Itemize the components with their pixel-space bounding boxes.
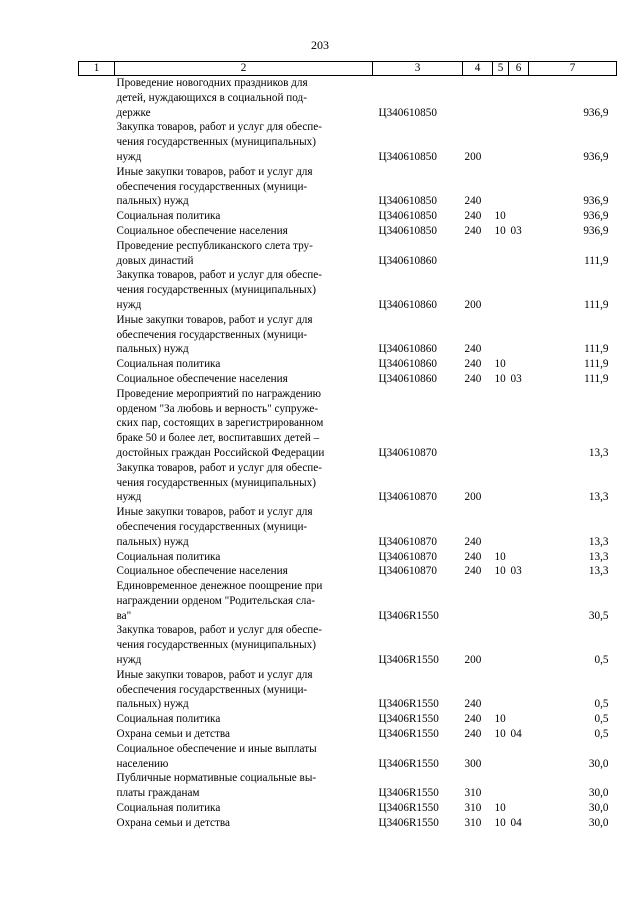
amount-cell: 13,3	[588, 550, 609, 563]
page-number: 203	[311, 38, 329, 52]
table-row	[79, 801, 617, 816]
subsection-cell	[509, 120, 529, 164]
table-body	[79, 76, 617, 831]
target-code-cell: Ц340610870	[378, 565, 437, 578]
item-name-line: Охрана семьи и детства	[116, 816, 230, 829]
subsection-cell	[509, 165, 529, 209]
target-code-cell: Ц3406R1550	[378, 757, 439, 770]
expense-type-cell: 240	[464, 195, 482, 208]
row-number-cell	[79, 372, 115, 387]
expense-type-cell	[463, 76, 493, 121]
target-code-cell: Ц3406R1550	[378, 816, 439, 829]
amount-cell: 111,9	[584, 372, 609, 385]
section-cell	[493, 239, 509, 269]
amount-cell: 30,0	[588, 757, 609, 770]
subsection-cell	[509, 357, 529, 372]
item-name-line: Закупка товаров, работ и услуг для обеспе-	[116, 461, 322, 474]
table-row	[79, 712, 617, 727]
item-name-cell	[115, 76, 373, 121]
target-code-cell: Ц3406R1550	[378, 698, 439, 711]
amount-cell: 30,0	[588, 816, 609, 829]
row-number-cell	[79, 224, 115, 239]
header-col-3: 3	[373, 62, 463, 76]
expense-type-cell: 240	[464, 550, 482, 563]
subsection-cell	[509, 461, 529, 505]
item-name-line: Социальная политика	[116, 713, 221, 726]
item-name-line: Закупка товаров, работ и услуг для обеспе-	[116, 121, 322, 134]
expense-type-cell: 200	[464, 150, 482, 163]
expense-type-cell: 310	[464, 787, 482, 800]
item-name-line: пальных) нужд	[116, 195, 189, 208]
table-row	[79, 564, 617, 579]
subsection-cell: 03	[510, 565, 522, 578]
expense-type-cell: 240	[464, 713, 482, 726]
row-number-cell	[79, 550, 115, 565]
amount-cell: 936,9	[583, 195, 609, 208]
item-name-cell	[115, 505, 373, 549]
item-name-cell	[115, 668, 373, 712]
section-cell: 10	[494, 210, 506, 223]
item-name-line: Единовременное денежное поощрение при	[116, 580, 323, 593]
amount-cell: 13,3	[588, 535, 609, 548]
item-name-line: Социальная политика	[116, 358, 221, 371]
row-number-cell	[79, 742, 115, 772]
section-cell: 10	[494, 802, 506, 815]
item-name-cell	[115, 579, 373, 623]
row-number-cell	[79, 623, 115, 667]
item-name-line: Проведение новогодних праздников для	[116, 77, 308, 89]
table-row	[79, 239, 617, 269]
header-col-6: 6	[509, 62, 529, 76]
amount-cell: 936,9	[583, 106, 609, 119]
row-number-cell	[79, 76, 115, 121]
row-number-cell	[79, 579, 115, 623]
item-name-line: пальных) нужд	[116, 698, 189, 711]
item-name-line: браке 50 и более лет, воспитавших детей –	[116, 432, 320, 445]
amount-cell: 0,5	[594, 654, 609, 667]
row-number-cell	[79, 564, 115, 579]
item-name-cell	[115, 816, 373, 831]
section-cell	[493, 165, 509, 209]
row-number-cell	[79, 209, 115, 224]
target-code-cell: Ц340610850	[378, 150, 437, 163]
item-name-line: достойных граждан Российской Федерации	[116, 446, 325, 459]
row-number-cell	[79, 357, 115, 372]
section-cell: 10	[494, 372, 506, 385]
amount-cell: 30,0	[588, 802, 609, 815]
item-name-cell	[115, 727, 373, 742]
item-name-line: Проведение республиканского слета тру-	[116, 239, 313, 252]
expense-type-cell: 310	[464, 802, 482, 815]
section-cell: 10	[494, 816, 506, 829]
row-number-cell	[79, 120, 115, 164]
section-cell	[493, 505, 509, 549]
subsection-cell: 04	[510, 816, 522, 829]
item-name-line: Социальное обеспечение населения	[116, 372, 288, 385]
item-name-line: обеспечения государственных (муници-	[116, 180, 308, 193]
target-code-cell: Ц340610860	[378, 358, 437, 371]
table-row	[79, 120, 617, 164]
target-code-cell: Ц340610850	[378, 195, 437, 208]
amount-cell: 936,9	[583, 224, 609, 237]
table-row	[79, 313, 617, 357]
item-name-line: Социальная политика	[116, 802, 221, 815]
item-name-cell	[115, 209, 373, 224]
item-name-cell	[115, 268, 373, 312]
section-cell	[493, 668, 509, 712]
header-col-5: 5	[493, 62, 509, 76]
row-number-cell	[79, 505, 115, 549]
item-name-line: нужд	[116, 491, 142, 504]
item-name-line: пальных) нужд	[116, 343, 189, 356]
section-cell	[493, 579, 509, 623]
item-name-line: детей, нуждающихся в социальной под-	[116, 91, 307, 104]
section-cell: 10	[494, 565, 506, 578]
item-name-line: Закупка товаров, работ и услуг для обеспе-	[116, 624, 322, 637]
subsection-cell	[509, 712, 529, 727]
target-code-cell: Ц3406R1550	[378, 654, 439, 667]
section-cell	[493, 742, 509, 772]
row-number-cell	[79, 801, 115, 816]
item-name-line: Охрана семьи и детства	[116, 728, 230, 741]
header-col-2: 2	[115, 62, 373, 76]
table-row	[79, 742, 617, 772]
table-row	[79, 816, 617, 831]
table-row	[79, 550, 617, 565]
item-name-line: Социальное обеспечение населения	[116, 224, 288, 237]
table-row	[79, 209, 617, 224]
expense-type-cell: 240	[464, 358, 482, 371]
target-code-cell: Ц340610850	[378, 210, 437, 223]
subsection-cell	[509, 579, 529, 623]
amount-cell: 30,5	[588, 609, 609, 622]
item-name-line: орденом "За любовь и верность" супруже-	[116, 402, 319, 415]
header-col-1: 1	[79, 62, 115, 76]
target-code-cell: Ц340610850	[378, 224, 437, 237]
item-name-line: Закупка товаров, работ и услуг для обеспе-	[116, 269, 322, 282]
target-code-cell: Ц340610870	[378, 550, 437, 563]
section-cell	[493, 771, 509, 801]
section-cell	[493, 623, 509, 667]
item-name-line: обеспечения государственных (муници-	[116, 683, 308, 696]
table-row	[79, 771, 617, 801]
table-row	[79, 387, 617, 461]
item-name-cell	[115, 224, 373, 239]
table-row	[79, 623, 617, 667]
amount-cell: 13,3	[588, 446, 609, 459]
amount-cell: 13,3	[588, 491, 609, 504]
item-name-cell	[115, 461, 373, 505]
target-code-cell: Ц3406R1550	[378, 609, 439, 622]
target-code-cell: Ц3406R1550	[378, 713, 439, 726]
item-name-line: чения государственных (муниципальных)	[116, 476, 316, 489]
item-name-line: Социальная политика	[116, 550, 221, 563]
row-number-cell	[79, 712, 115, 727]
section-cell: 10	[494, 713, 506, 726]
subsection-cell: 03	[510, 372, 522, 385]
amount-cell: 30,0	[588, 787, 609, 800]
table-row	[79, 357, 617, 372]
subsection-cell	[509, 801, 529, 816]
target-code-cell: Ц340610870	[378, 491, 437, 504]
subsection-cell	[509, 387, 529, 461]
table-row	[79, 224, 617, 239]
item-name-line: нужд	[116, 150, 142, 163]
item-name-line: Социальная политика	[116, 210, 221, 223]
item-name-line: обеспечения государственных (муници-	[116, 328, 308, 341]
row-number-cell	[79, 313, 115, 357]
target-code-cell: Ц340610870	[378, 535, 437, 548]
item-name-line: чения государственных (муниципальных)	[116, 136, 316, 149]
target-code-cell: Ц3406R1550	[378, 802, 439, 815]
expense-type-cell: 300	[464, 757, 482, 770]
subsection-cell	[509, 668, 529, 712]
expense-type-cell: 240	[464, 535, 482, 548]
section-cell	[493, 76, 509, 121]
row-number-cell	[79, 165, 115, 209]
header-col-4: 4	[463, 62, 493, 76]
target-code-cell: Ц340610860	[378, 343, 437, 356]
table-row	[79, 505, 617, 549]
amount-cell: 936,9	[583, 210, 609, 223]
expense-type-cell: 240	[464, 372, 482, 385]
target-code-cell: Ц340610850	[378, 106, 437, 119]
budget-table	[78, 61, 617, 831]
item-name-line: платы гражданам	[116, 787, 200, 800]
subsection-cell: 04	[510, 728, 522, 741]
item-name-line: Иные закупки товаров, работ и услуг для	[116, 506, 313, 519]
subsection-cell	[509, 505, 529, 549]
item-name-line: пальных) нужд	[116, 535, 189, 548]
target-code-cell: Ц3406R1550	[378, 728, 439, 741]
amount-cell: 0,5	[594, 713, 609, 726]
subsection-cell: 03	[510, 224, 522, 237]
item-name-line: населению	[116, 757, 169, 770]
table-row	[79, 372, 617, 387]
row-number-cell	[79, 239, 115, 269]
section-cell	[493, 461, 509, 505]
item-name-line: награждении орденом "Родительская сла-	[116, 594, 316, 607]
amount-cell: 0,5	[594, 728, 609, 741]
subsection-cell	[509, 623, 529, 667]
item-name-cell	[115, 623, 373, 667]
subsection-cell	[509, 313, 529, 357]
item-name-line: Социальное обеспечение населения	[116, 565, 288, 578]
item-name-line: нужд	[116, 298, 142, 311]
row-number-cell	[79, 668, 115, 712]
item-name-cell	[115, 742, 373, 772]
item-name-cell	[115, 372, 373, 387]
subsection-cell	[509, 550, 529, 565]
target-code-cell: Ц3406R1550	[378, 787, 439, 800]
item-name-line: Иные закупки товаров, работ и услуг для	[116, 165, 313, 178]
item-name-cell	[115, 712, 373, 727]
subsection-cell	[509, 209, 529, 224]
item-name-cell	[115, 550, 373, 565]
amount-cell: 111,9	[584, 298, 609, 311]
row-number-cell	[79, 771, 115, 801]
item-name-cell	[115, 165, 373, 209]
expense-type-cell	[463, 387, 493, 461]
item-name-line: ва"	[116, 609, 132, 622]
expense-type-cell: 240	[464, 224, 482, 237]
section-cell: 10	[494, 728, 506, 741]
table-row	[79, 579, 617, 623]
expense-type-cell: 240	[464, 210, 482, 223]
table-row	[79, 461, 617, 505]
subsection-cell	[509, 771, 529, 801]
expense-type-cell	[463, 579, 493, 623]
table-row	[79, 268, 617, 312]
item-name-cell	[115, 120, 373, 164]
item-name-line: Проведение мероприятий по награждению	[116, 387, 321, 400]
expense-type-cell: 200	[464, 491, 482, 504]
expense-type-cell: 240	[464, 698, 482, 711]
expense-type-cell	[463, 239, 493, 269]
target-code-cell: Ц340610860	[378, 372, 437, 385]
table-row	[79, 76, 617, 121]
header-col-7: 7	[529, 62, 617, 76]
target-code-cell: Ц340610860	[378, 298, 437, 311]
amount-cell: 111,9	[584, 358, 609, 371]
item-name-cell	[115, 239, 373, 269]
table-row	[79, 668, 617, 712]
item-name-cell	[115, 771, 373, 801]
expense-type-cell: 240	[464, 343, 482, 356]
amount-cell: 0,5	[594, 698, 609, 711]
section-cell	[493, 120, 509, 164]
subsection-cell	[509, 268, 529, 312]
item-name-line: чения государственных (муниципальных)	[116, 639, 316, 652]
item-name-line: Иные закупки товаров, работ и услуг для	[116, 313, 313, 326]
table-row	[79, 165, 617, 209]
item-name-line: держке	[116, 106, 151, 119]
expense-type-cell: 240	[464, 565, 482, 578]
expense-type-cell: 200	[464, 654, 482, 667]
table-header-row	[79, 62, 617, 76]
item-name-line: обеспечения государственных (муници-	[116, 520, 308, 533]
item-name-line: чения государственных (муниципальных)	[116, 284, 316, 297]
table-row	[79, 727, 617, 742]
amount-cell: 111,9	[584, 254, 609, 267]
section-cell	[493, 268, 509, 312]
subsection-cell	[509, 76, 529, 121]
item-name-line: нужд	[116, 654, 142, 667]
item-name-line: Иные закупки товаров, работ и услуг для	[116, 668, 313, 681]
expense-type-cell: 240	[464, 728, 482, 741]
expense-type-cell: 310	[464, 816, 482, 829]
section-cell: 10	[494, 550, 506, 563]
section-cell: 10	[494, 358, 506, 371]
item-name-cell	[115, 564, 373, 579]
subsection-cell	[509, 239, 529, 269]
amount-cell: 111,9	[584, 343, 609, 356]
row-number-cell	[79, 461, 115, 505]
row-number-cell	[79, 268, 115, 312]
row-number-cell	[79, 387, 115, 461]
row-number-cell	[79, 727, 115, 742]
section-cell: 10	[494, 224, 506, 237]
item-name-line: довых династий	[116, 254, 194, 267]
row-number-cell	[79, 816, 115, 831]
item-name-line: Публичные нормативные социальные вы-	[116, 772, 317, 785]
target-code-cell: Ц340610870	[378, 446, 437, 459]
subsection-cell	[509, 742, 529, 772]
item-name-line: ских пар, состоящих в зарегистрированном	[116, 417, 324, 430]
item-name-line: Социальное обеспечение и иные выплаты	[116, 742, 317, 755]
target-code-cell: Ц340610860	[378, 254, 437, 267]
section-cell	[493, 387, 509, 461]
item-name-cell	[115, 357, 373, 372]
item-name-cell	[115, 801, 373, 816]
item-name-cell	[115, 313, 373, 357]
amount-cell: 13,3	[588, 565, 609, 578]
expense-type-cell: 200	[464, 298, 482, 311]
section-cell	[493, 313, 509, 357]
item-name-cell	[115, 387, 373, 461]
amount-cell: 936,9	[583, 150, 609, 163]
